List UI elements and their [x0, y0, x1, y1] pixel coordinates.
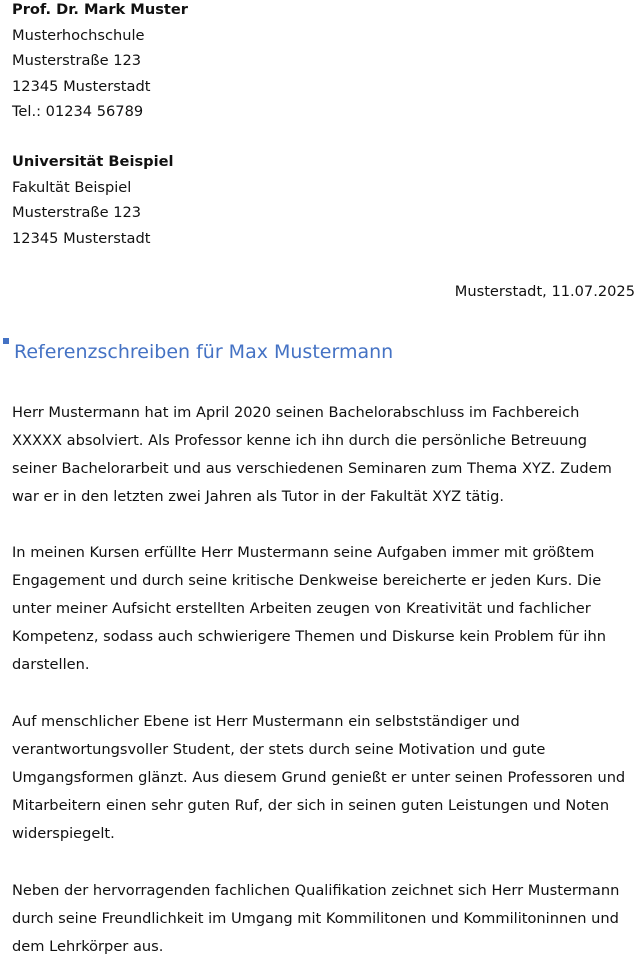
paragraph-line: seiner Bachelorarbeit und aus verschiedenen Seminaren zum Thema XYZ. Zudem — [12, 460, 612, 477]
recipient-address-block — [12, 149, 173, 251]
recipient-department: Fakultät Beispiel — [12, 178, 132, 196]
body-paragraph-4 — [12, 877, 634, 961]
paragraph-line: Engagement und durch seine kritische Denkweise bereicherte er jeden Kurs. Die — [12, 572, 602, 589]
paragraph-line: dem Lehrkörper aus. — [12, 938, 164, 955]
paragraph-line: Umgangsformen glänzt. Aus diesem Grund genießt er unter seinen Professoren und — [12, 769, 626, 786]
paragraph-marker-icon — [3, 338, 9, 344]
letter-heading: Referenzschreiben für Max Mustermann — [14, 341, 394, 363]
paragraph-line: XXXXX absolviert. Als Professor kenne ich ihn durch die persönliche Betreuung — [12, 432, 588, 449]
paragraph-line: Auf menschlicher Ebene ist Herr Mustermann ein selbstständiger und — [12, 713, 520, 730]
sender-name: Prof. Dr. Mark Muster — [12, 1, 188, 18]
sender-address-block — [12, 0, 188, 125]
sender-city: 12345 Musterstadt — [12, 77, 151, 95]
paragraph-line: unter meiner Aufsicht erstellten Arbeiten zeugen von Kreativität und fachlicher — [12, 600, 591, 617]
place-date-line: Musterstadt, 11.07.2025 — [454, 283, 635, 300]
sender-street: Musterstraße 123 — [12, 52, 142, 70]
paragraph-line: verantwortungsvoller Student, der stets durch seine Motivation und gute — [12, 741, 546, 758]
paragraph-line: Kompetenz, sodass auch schwierigere Themen und Diskurse kein Problem für ihn — [12, 628, 606, 645]
paragraph-line: darstellen. — [12, 656, 90, 673]
recipient-city: 12345 Musterstadt — [12, 229, 151, 247]
paragraph-line: Mitarbeitern einen sehr guten Ruf, der sich in seinen guten Leistungen und Noten — [12, 797, 610, 814]
heading-block — [0, 335, 639, 369]
paragraph-line: Neben der hervorragenden fachlichen Qualifikation zeichnet sich Herr Mustermann — [12, 882, 620, 899]
body-paragraph-1 — [12, 399, 634, 511]
paragraph-line: durch seine Freundlichkeit im Umgang mit Kommilitonen und Kommilitoninnen und — [12, 910, 619, 927]
paragraph-line: In meinen Kursen erfüllte Herr Mustermann seine Aufgaben immer mit größtem — [12, 544, 595, 561]
paragraph-line: war er in den letzten zwei Jahren als Tutor in der Fakultät XYZ tätig. — [12, 488, 505, 505]
body-paragraph-2 — [12, 539, 634, 679]
paragraph-line: widerspiegelt. — [12, 825, 115, 842]
recipient-street: Musterstraße 123 — [12, 204, 142, 222]
body-paragraph-3 — [12, 708, 634, 848]
sender-institution: Musterhochschule — [12, 26, 145, 44]
paragraph-line: Herr Mustermann hat im April 2020 seinen Bachelorabschluss im Fachbereich — [12, 404, 580, 421]
sender-phone: Tel.: 01234 56789 — [12, 103, 144, 121]
recipient-name: Universität Beispiel — [12, 153, 174, 170]
